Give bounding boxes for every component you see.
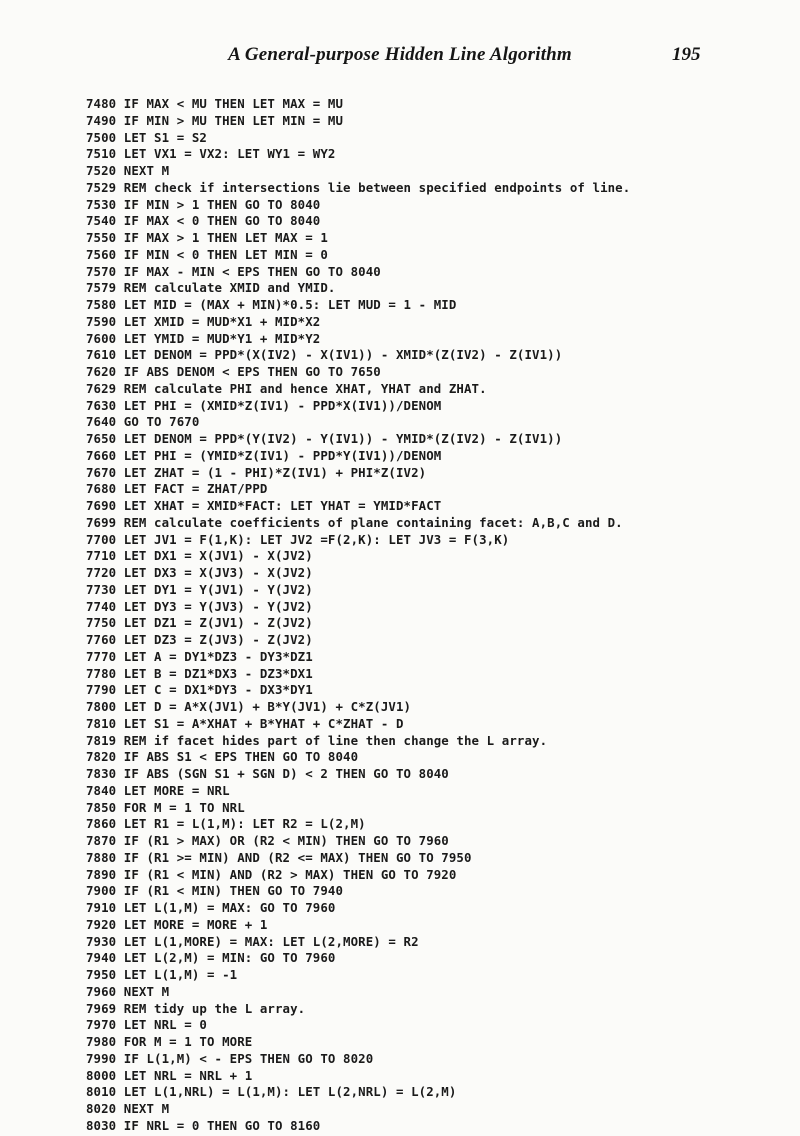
code-line: 7830 IF ABS (SGN S1 + SGN D) < 2 THEN GO TO 8040 <box>86 766 449 781</box>
code-line: 8020 NEXT M <box>86 1101 170 1116</box>
code-line: 7969 REM tidy up the L array. <box>86 1000 306 1016</box>
code-line: 7670 LET ZHAT = (1 - PHI)*Z(IV1) + PHI*Z(IV2) <box>86 464 427 480</box>
code-line: 7740 LET DY3 = Y(JV3) - Y(JV2) <box>86 598 313 614</box>
code-line: 7630 LET PHI = (XMID*Z(IV1) - PPD*X(IV1))/DENOM <box>86 397 442 413</box>
code-line: 7930 LET L(1,MORE) = MAX: LET L(2,MORE) = R2 <box>86 933 419 949</box>
code-line: 7570 IF MAX - MIN < EPS THEN GO TO 8040 <box>86 263 381 279</box>
code-line: 7530 IF MIN > 1 THEN GO TO 8040 <box>86 196 321 212</box>
code-line: 7880 IF (R1 >= MIN) AND (R2 <= MAX) THEN GO TO 7950 <box>86 849 472 865</box>
code-line: 7600 LET YMID = MUD*Y1 + MID*Y2 <box>86 330 321 346</box>
code-line: 7840 LET MORE = NRL <box>86 782 230 798</box>
code-line: 7950 LET L(1,M) = -1 <box>86 967 238 982</box>
code-line: 7680 LET FACT = ZHAT/PPD <box>86 481 268 497</box>
code-line: 7520 NEXT M <box>86 163 170 178</box>
code-line: 8010 LET L(1,NRL) = L(1,M): LET L(2,NRL) = L(2,M) <box>86 1084 457 1100</box>
code-line: 7910 LET L(1,M) = MAX: GO TO 7960 <box>86 900 336 915</box>
code-line: 7970 LET NRL = 0 <box>86 1017 207 1033</box>
page-number: 195 <box>672 44 701 65</box>
code-line: 7940 LET L(2,M) = MIN: GO TO 7960 <box>86 950 336 966</box>
code-line: 7870 IF (R1 > MAX) OR (R2 < MIN) THEN GO TO 7960 <box>86 833 449 848</box>
code-line: 7720 LET DX3 = X(JV3) - X(JV2) <box>86 565 313 580</box>
code-line: 7620 IF ABS DENOM < EPS THEN GO TO 7650 <box>86 364 381 379</box>
code-line: 7770 LET A = DY1*DZ3 - DY3*DZ1 <box>86 648 313 664</box>
code-line: 7550 IF MAX > 1 THEN LET MAX = 1 <box>86 230 328 245</box>
code-line: 7730 LET DY1 = Y(JV1) - Y(JV2) <box>86 581 313 597</box>
code-line: 7810 LET S1 = A*XHAT + B*YHAT + C*ZHAT - D <box>86 715 404 731</box>
code-line: 7699 REM calculate coefficients of plane containing facet: A,B,C and D. <box>86 514 623 530</box>
code-line: 7480 IF MAX < MU THEN LET MAX = MU <box>86 96 344 111</box>
code-line: 7750 LET DZ1 = Z(JV1) - Z(JV2) <box>86 615 313 631</box>
code-line: 7710 LET DX1 = X(JV1) - X(JV2) <box>86 548 313 564</box>
code-line: 7990 IF L(1,M) < - EPS THEN GO TO 8020 <box>86 1050 374 1066</box>
code-line: 7820 IF ABS S1 < EPS THEN GO TO 8040 <box>86 749 359 765</box>
code-line: 7529 REM check if intersections lie between specified endpoints of line. <box>86 179 631 195</box>
code-line: 7490 IF MIN > MU THEN LET MIN = MU <box>86 112 344 128</box>
code-line: 7580 LET MID = (MAX + MIN)*0.5: LET MUD = 1 - MID <box>86 297 457 312</box>
code-line: 7629 REM calculate PHI and hence XHAT, YHAT and ZHAT. <box>86 380 487 396</box>
code-line: 7690 LET XHAT = XMID*FACT: LET YHAT = YMID*FACT <box>86 498 442 513</box>
code-line: 7800 LET D = A*X(JV1) + B*Y(JV1) + C*Z(JV1) <box>86 699 412 714</box>
code-line: 7540 IF MAX < 0 THEN GO TO 8040 <box>86 213 321 229</box>
code-listing <box>86 96 630 1135</box>
code-line: 7610 LET DENOM = PPD*(X(IV2) - X(IV1)) - XMID*(Z(IV2) - Z(IV1)) <box>86 347 563 363</box>
code-line: 7860 LET R1 = L(1,M): LET R2 = L(2,M) <box>86 816 366 832</box>
code-line: 7700 LET JV1 = F(1,K): LET JV2 =F(2,K): LET JV3 = F(3,K) <box>86 531 510 547</box>
running-head <box>0 44 800 68</box>
code-line: 7890 IF (R1 < MIN) AND (R2 > MAX) THEN GO TO 7920 <box>86 866 457 882</box>
code-line: 7590 LET XMID = MUD*X1 + MID*X2 <box>86 313 321 329</box>
code-line: 7920 LET MORE = MORE + 1 <box>86 916 268 932</box>
code-line: 8000 LET NRL = NRL + 1 <box>86 1067 253 1083</box>
code-line: 7900 IF (R1 < MIN) THEN GO TO 7940 <box>86 883 344 899</box>
code-line: 7500 LET S1 = S2 <box>86 129 207 145</box>
code-line: 7760 LET DZ3 = Z(JV3) - Z(JV2) <box>86 632 313 647</box>
page-title: A General-purpose Hidden Line Algorithm <box>228 44 572 65</box>
code-line: 7510 LET VX1 = VX2: LET WY1 = WY2 <box>86 146 336 162</box>
code-line: 7780 LET B = DZ1*DX3 - DZ3*DX1 <box>86 665 313 681</box>
code-line: 7980 FOR M = 1 TO MORE <box>86 1034 253 1049</box>
code-line: 7819 REM if facet hides part of line then change the L array. <box>86 732 548 748</box>
code-line: 7650 LET DENOM = PPD*(Y(IV2) - Y(IV1)) - YMID*(Z(IV2) - Z(IV1)) <box>86 431 563 446</box>
code-line: 7640 GO TO 7670 <box>86 414 200 430</box>
code-line: 7560 IF MIN < 0 THEN LET MIN = 0 <box>86 246 328 262</box>
code-line: 7850 FOR M = 1 TO NRL <box>86 799 245 815</box>
code-line: 7790 LET C = DX1*DY3 - DX3*DY1 <box>86 682 313 698</box>
code-line: 8030 IF NRL = 0 THEN GO TO 8160 <box>86 1117 321 1133</box>
code-line: 7660 LET PHI = (YMID*Z(IV1) - PPD*Y(IV1))/DENOM <box>86 447 442 463</box>
code-line: 7960 NEXT M <box>86 983 170 999</box>
code-line: 7579 REM calculate XMID and YMID. <box>86 280 336 296</box>
